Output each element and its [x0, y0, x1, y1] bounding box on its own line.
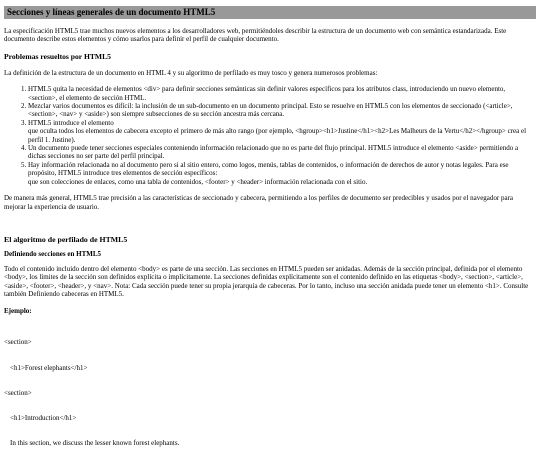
code-line: <h1>Introduction</h1> [10, 414, 77, 422]
list-item: 5. Hay información relacionada no al documento pero si al sitio entero, como logos, menús, tablas de contenidos, o información de derechos de autor y notas legales. Para ese propósito, HTML5 introduce tres elementos de sección específicos: que son colecciones de enlaces, como una tabla de contenidos, <footer> y <header> información relacionada con el sitio. [28, 161, 536, 186]
list-item: 1. HTML5 quita la necesidad de elementos <div> para definir secciones semánticas sin definir valores específicos para los atributos class, introduciendo un nuevo elemento, <section>, el elemento de sección HTML. [28, 85, 536, 102]
example-label: Ejemplo: [4, 306, 32, 315]
problems-lead: La definición de la estructura de un documento en HTML 4 y su algoritmo de perfilado es muy tosco y genera numerosos problemas: [4, 68, 378, 77]
code-line: <section> [4, 388, 32, 397]
list-item: 3. HTML5 introduce el elemento que oculta todos los elementos de cabecera excepto el primero de más alto rango (por ejemplo, <hgroup><h1>Justine</h1><h2>Les Malheurs de la Vertu</h2></hgroup> crea el perfil 1. Justine). [28, 119, 536, 144]
list-item: 2. Mezclar varios documentos es difícil: la inclusión de un sub-documento en un documento principal. Esto se resuelve en HTML5 con los elementos de seccionado (<article>, <section>, <nav> y <aside>) son siempre subsecciones de su sección ancestra más cercana. [28, 102, 536, 119]
problems-closing: De manera más general, HTML5 trae precisión a las características de seccionado y cabecera, permitiendo a los perfiles de documento ser predecibles y usados por el navegador para mejorar la experiencia de usuario. [4, 194, 514, 211]
code-line: <section> [4, 338, 32, 347]
intro-paragraph: La especificación HTML5 trae muchos nuevos elementos a los desarrolladores web, permitiéndoles describir la estructura de un documento web con semántica estandarizada. Este documento describe estos elementos y cómo usarlos para definir el perfil de cualquier documento. [4, 27, 507, 44]
algorithm-heading: El algoritmo de perfilado de HTML5 [4, 234, 128, 244]
code-example [4, 322, 536, 464]
page-title: Secciones y líneas generales de un documento HTML5 [4, 6, 536, 19]
list-item: 4. Un documento puede tener secciones especiales conteniendo información relacionado que no es parte del flujo principal. HTML5 introduce el elemento <aside> permitiendo a dichas secciones no ser parte del perfil principal. [28, 144, 536, 161]
sections-paragraph: Todo el contenido incluido dentro del elemento <body> es parte de una sección. Las secciones en HTML5 pueden ser anidadas. Además de la sección principal, definida por el elemento <body>, los límites de la sección son definidos explícita o implícitamente. La secciones definidas explícitamente son el contenido definido en las etiquetas <body>, <section>, <article>, <aside>, <footer>, <header>, y <nav>. Nota: Cada sección puede tener su propia jerarquía de cabeceras. Por lo tanto, incluso una sección anidada puede tener un elemento <h1>. Consulte también Definiendo cabeceras en HTML5. [4, 264, 529, 299]
sections-subheading: Definiendo secciones en HTML5 [4, 249, 102, 258]
problems-list [4, 85, 536, 186]
code-line: In this section, we discuss the lesser known forest elephants. [10, 439, 180, 448]
code-line: <h1>Forest elephants</h1> [10, 363, 88, 372]
problems-heading: Problemas resueltos por HTML5 [4, 51, 111, 61]
